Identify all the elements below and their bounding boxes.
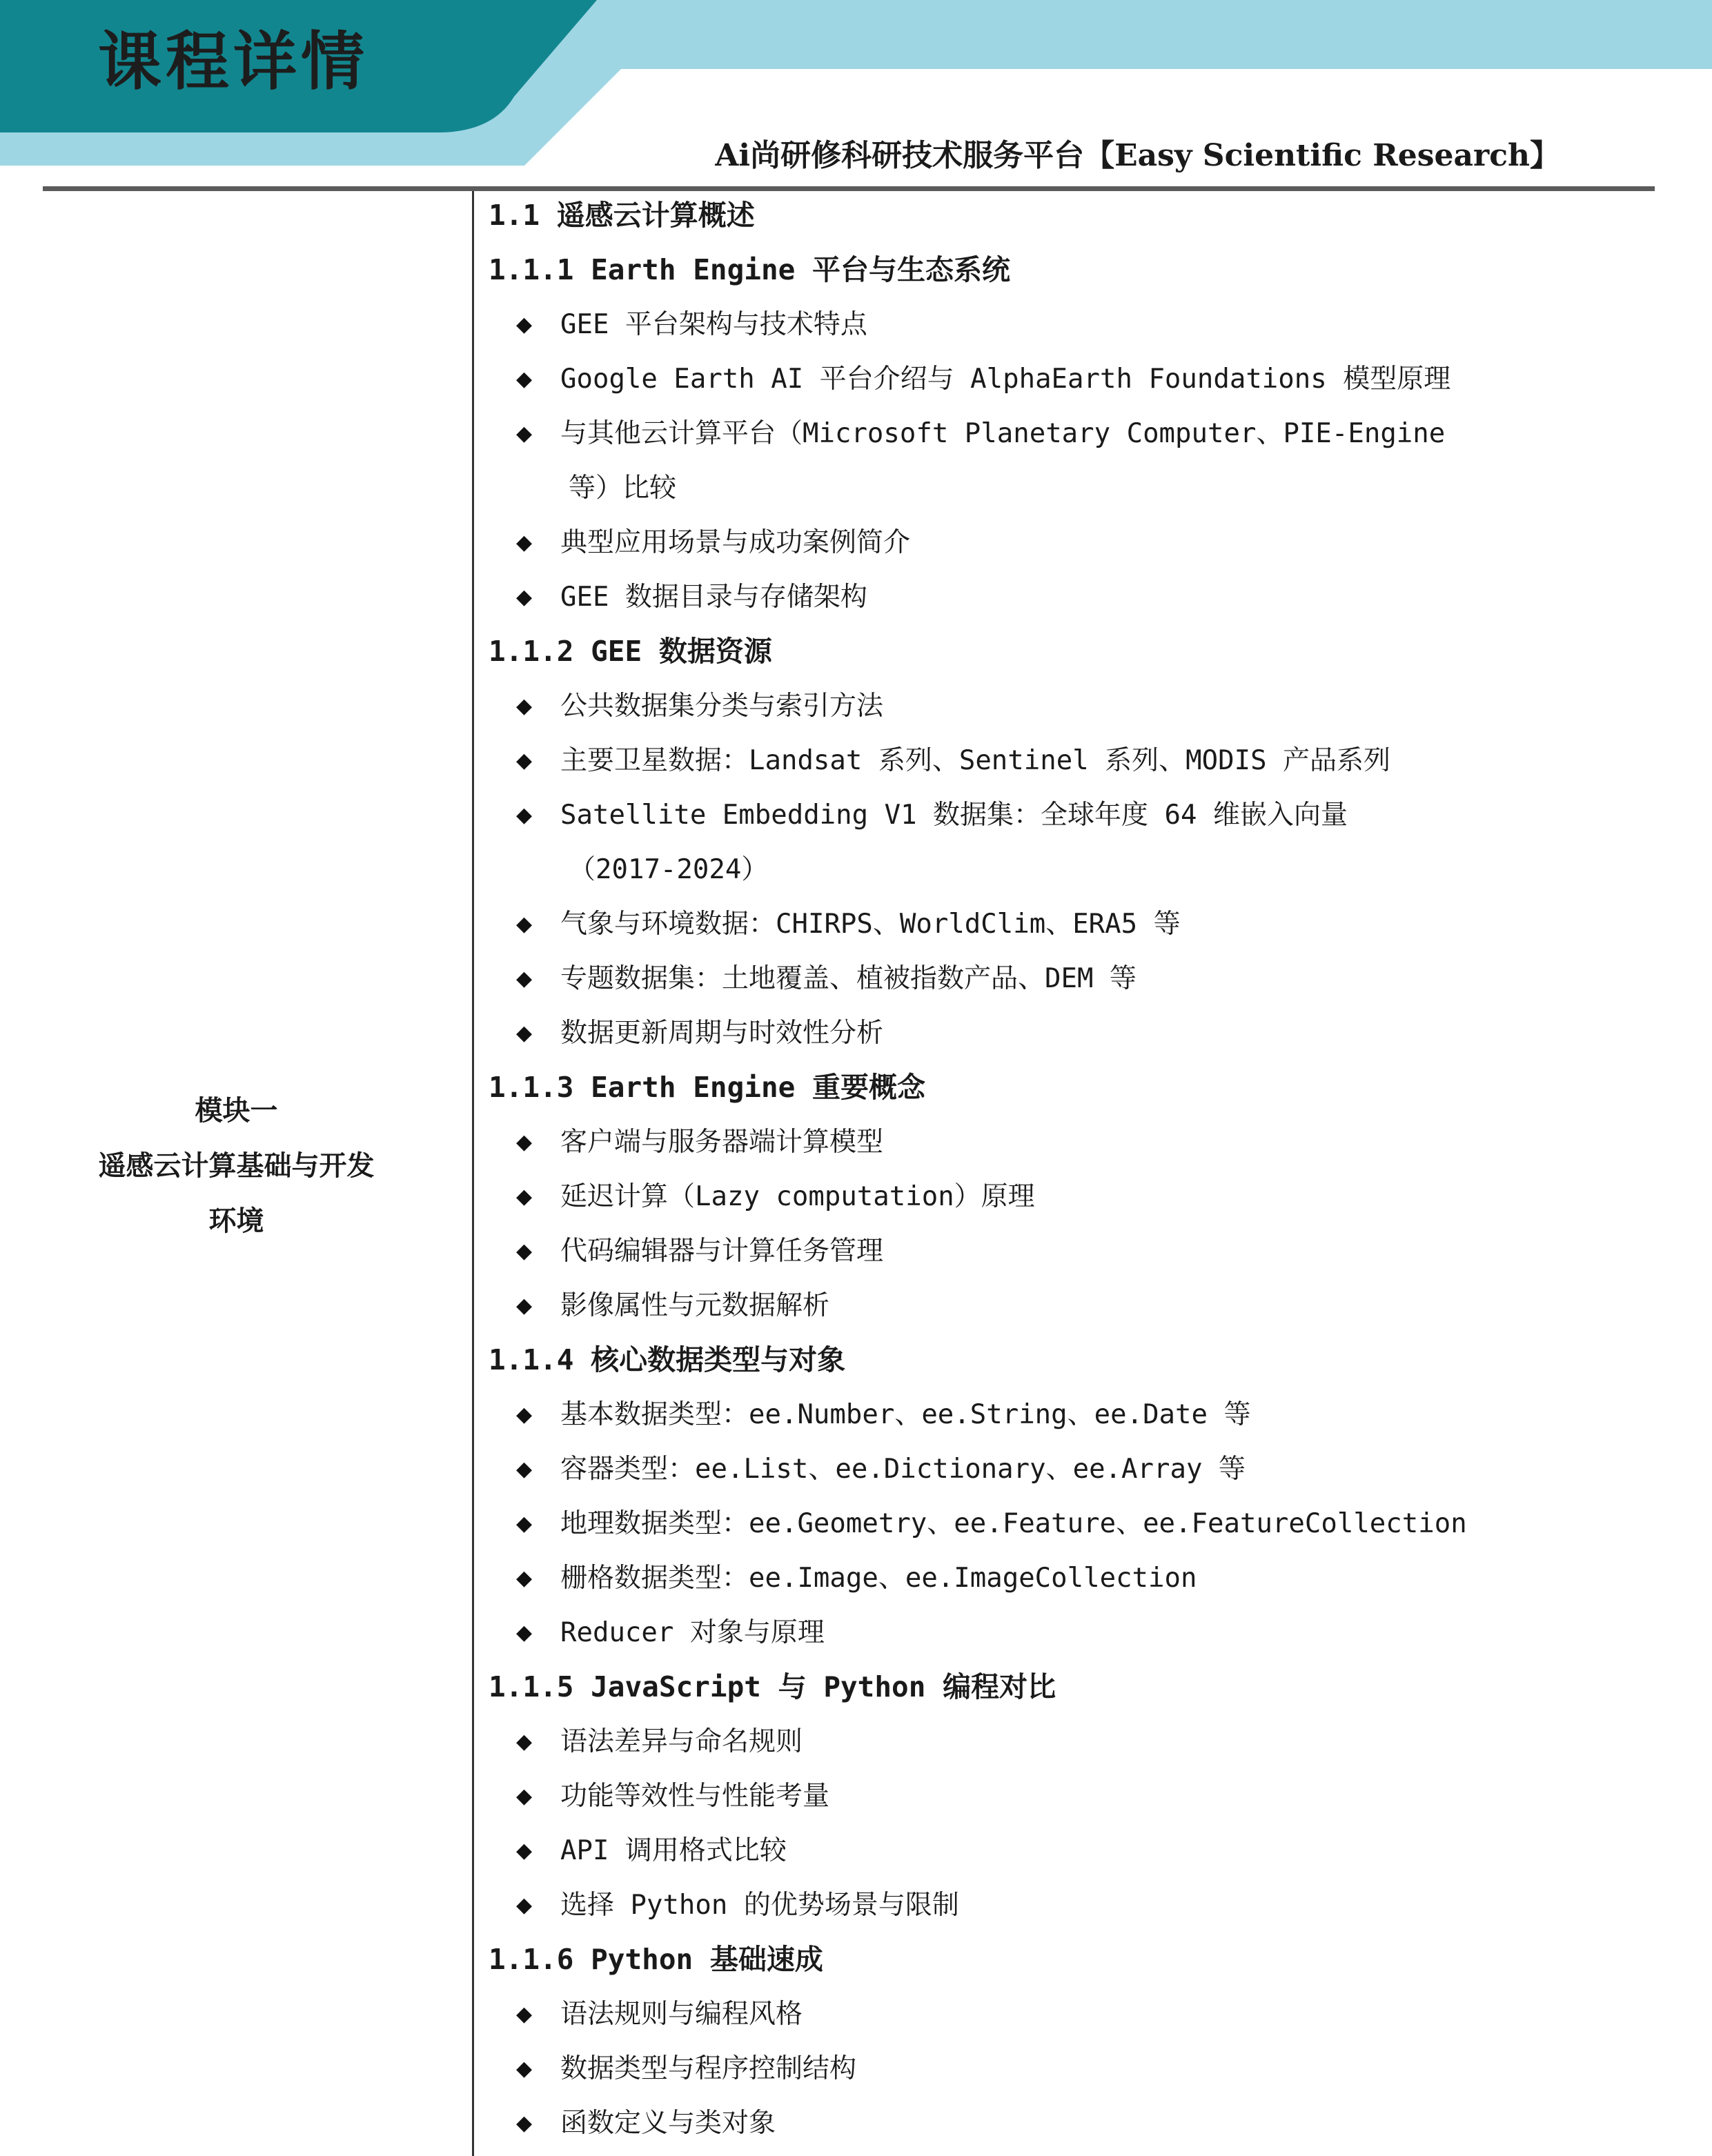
bullet-text: Reducer 对象与原理 [560, 1617, 825, 1648]
diamond-bullet-icon: ◆ [516, 1457, 533, 1481]
bullet-text: 典型应用场景与成功案例简介 [560, 527, 911, 558]
diamond-bullet-icon: ◆ [516, 1130, 533, 1154]
diamond-bullet-icon: ◆ [516, 1294, 533, 1318]
module-label: 模块一 [195, 1094, 278, 1127]
bullet-text: GEE 平台架构与技术特点 [560, 309, 867, 340]
bullet-item [489, 1823, 1482, 1878]
bullet-item [489, 297, 1482, 352]
bullet-item [489, 1115, 1482, 1169]
diamond-bullet-icon: ◆ [516, 1893, 533, 1917]
bullet-text: 功能等效性与性能考量 [560, 1781, 830, 1812]
bullet-item [489, 1714, 1482, 1769]
diamond-bullet-icon: ◆ [516, 2111, 533, 2135]
bullet-item [489, 951, 1482, 1006]
bullet-item [489, 679, 1482, 733]
bullet-item [489, 1551, 1482, 1605]
section-heading: 1.1.6 Python 基础速成 [489, 1943, 823, 1976]
bullet-text: 语法差异与命名规则 [560, 1726, 803, 1757]
bullet-text: API 调用格式比较 [560, 1835, 787, 1866]
diamond-bullet-icon: ◆ [516, 1239, 533, 1263]
diamond-bullet-icon: ◆ [516, 1566, 533, 1590]
bullet-text: 公共数据集分类与索引方法 [560, 691, 884, 722]
section-heading: 1.1 遥感云计算概述 [489, 199, 755, 232]
bullet-text: GEE 数据目录与存储架构 [560, 582, 867, 613]
module-name-line1: 遥感云计算基础与开发 [98, 1149, 375, 1182]
bullet-item [489, 1169, 1482, 1224]
module-cell [98, 1083, 375, 1249]
diamond-bullet-icon: ◆ [516, 1021, 533, 1045]
bullet-item [489, 897, 1482, 951]
bullet-text: 地理数据类型：ee.Geometry、ee.Feature、ee.FeatureCollection [560, 1508, 1467, 1539]
bullet-item [489, 1006, 1482, 1060]
bullet-item [489, 1442, 1482, 1496]
diamond-bullet-icon: ◆ [516, 313, 533, 337]
bullet-text: 栅格数据类型：ee.Image、ee.ImageCollection [560, 1563, 1197, 1594]
bullet-text: 选择 Python 的优势场景与限制 [560, 1890, 959, 1921]
bullet-text: 专题数据集：土地覆盖、植被指数产品、DEM 等 [560, 963, 1137, 994]
diamond-bullet-icon: ◆ [516, 531, 533, 555]
section-heading: 1.1.5 JavaScript 与 Python 编程对比 [489, 1670, 1056, 1703]
module-name-line2: 环境 [208, 1205, 264, 1237]
diamond-bullet-icon: ◆ [516, 2057, 533, 2081]
diamond-bullet-icon: ◆ [516, 1512, 533, 1536]
bullet-text: 数据更新周期与时效性分析 [560, 1018, 884, 1049]
bullet-item [489, 1878, 1482, 1932]
diamond-bullet-icon: ◆ [516, 749, 533, 773]
diamond-bullet-icon: ◆ [516, 1403, 533, 1427]
diamond-bullet-icon: ◆ [516, 1621, 533, 1645]
bullet-continuation: （2017-2024） [569, 854, 769, 885]
diamond-bullet-icon: ◆ [516, 1839, 533, 1863]
bullet-item [489, 788, 1482, 842]
bullet-item [489, 1769, 1482, 1823]
diamond-bullet-icon: ◆ [516, 422, 533, 446]
bullet-text: 函数定义与类对象 [560, 2108, 776, 2139]
bullet-text: Google Earth AI 平台介绍与 AlphaEarth Foundations 模型原理 [560, 364, 1451, 395]
diamond-bullet-icon: ◆ [516, 2002, 533, 2026]
diamond-bullet-icon: ◆ [516, 1185, 533, 1209]
bullet-item [489, 515, 1482, 570]
diamond-bullet-icon: ◆ [516, 1730, 533, 1754]
section-heading: 1.1.3 Earth Engine 重要概念 [489, 1071, 925, 1104]
bullet-item [489, 1224, 1482, 1278]
bullet-item [489, 1605, 1482, 1660]
diamond-bullet-icon: ◆ [516, 694, 533, 718]
bullet-text: 容器类型：ee.List、ee.Dictionary、ee.Array 等 [560, 1454, 1246, 1485]
bullet-text: 气象与环境数据：CHIRPS、WorldClim、ERA5 等 [560, 909, 1181, 940]
bullet-text: 延迟计算（Lazy computation）原理 [560, 1181, 1035, 1212]
bullet-item [489, 1987, 1482, 2041]
bullet-item [489, 1278, 1482, 1333]
bullet-text: 客户端与服务器端计算模型 [560, 1127, 884, 1158]
diamond-bullet-icon: ◆ [516, 912, 533, 936]
bullet-text: Satellite Embedding V1 数据集：全球年度 64 维嵌入向量 [560, 800, 1348, 831]
bullet-text: 语法规则与编程风格 [560, 1999, 803, 2030]
bullet-text: 与其他云计算平台（Microsoft Planetary Computer、PIE-Engine [560, 418, 1446, 449]
section-heading: 1.1.2 GEE 数据资源 [489, 635, 772, 668]
section-heading: 1.1.1 Earth Engine 平台与生态系统 [489, 253, 1010, 286]
diamond-bullet-icon: ◆ [516, 1784, 533, 1808]
bullet-item [489, 570, 1482, 624]
bullet-item [489, 2096, 1482, 2150]
diamond-bullet-icon: ◆ [516, 967, 533, 991]
diamond-bullet-icon: ◆ [516, 803, 533, 827]
bullet-text: 数据类型与程序控制结构 [560, 2053, 857, 2084]
bullet-item [489, 733, 1482, 788]
bullet-item [489, 352, 1482, 406]
diamond-bullet-icon: ◆ [516, 585, 533, 609]
bullet-text: 代码编辑器与计算任务管理 [560, 1236, 884, 1267]
bullet-item [489, 1496, 1482, 1551]
bullet-text: 影像属性与元数据解析 [560, 1290, 830, 1321]
bullet-item [489, 1387, 1482, 1442]
bullet-item [489, 406, 1482, 461]
column-divider [472, 191, 474, 2156]
bullet-text: 主要卫星数据：Landsat 系列、Sentinel 系列、MODIS 产品系列 [560, 745, 1391, 776]
header-banner [0, 0, 1712, 173]
page-title: 课程详情 [98, 25, 369, 99]
diamond-bullet-icon: ◆ [516, 367, 533, 391]
section-heading: 1.1.4 核心数据类型与对象 [489, 1343, 846, 1376]
course-outline [489, 188, 1482, 2150]
bullet-continuation: 等）比较 [569, 473, 677, 504]
platform-name: Ai尚研修科研技术服务平台【Easy Scientific Research】 [715, 138, 1560, 173]
bullet-text: 基本数据类型：ee.Number、ee.String、ee.Date 等 [560, 1399, 1251, 1430]
bullet-item [489, 2041, 1482, 2096]
